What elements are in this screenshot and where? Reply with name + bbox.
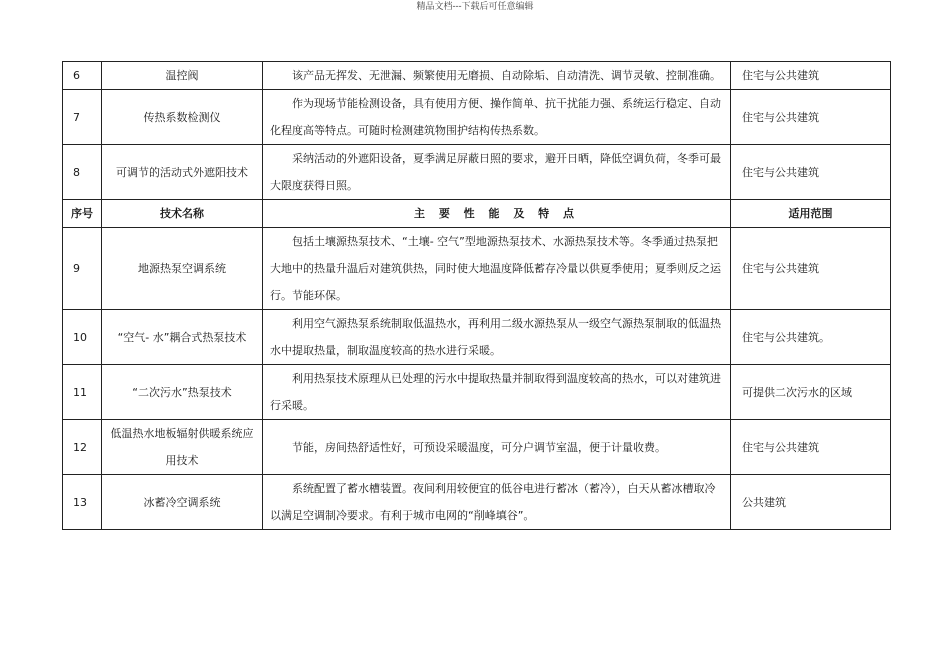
application-scope: 公共建筑: [731, 475, 891, 530]
row-number: 11: [63, 365, 102, 420]
technology-name: “二次污水”热泵技术: [102, 365, 263, 420]
column-header-number: 序号: [63, 200, 102, 228]
application-scope: 可提供二次污水的区域: [731, 365, 891, 420]
technology-description: 系统配置了蓄水槽装置。夜间利用较便宜的低谷电进行蓄冰（蓄冷），白天从蓄冰槽取冷以满足空调制冷要求。有利于城市电网的“削峰填谷”。: [263, 475, 731, 530]
technology-table: [62, 61, 891, 530]
row-number: 13: [63, 475, 102, 530]
technology-description: 包括土壤源热泵技术、“土壤- 空气”型地源热泵技术、水源热泵技术等。冬季通过热泵把大地中的热量升温后对建筑供热，同时使大地温度降低蓄存冷量以供夏季使用；夏季则反之运行。节能环保。: [263, 228, 731, 310]
row-number: 8: [63, 145, 102, 200]
technology-name: 传热系数检测仪: [102, 90, 263, 145]
technology-description: 利用热泵技术原理从已处理的污水中提取热量并制取得到温度较高的热水，可以对建筑进行采暖。: [263, 365, 731, 420]
application-scope: 住宅与公共建筑: [731, 90, 891, 145]
technology-description: 利用空气源热泵系统制取低温热水，再利用二级水源热泵从一级空气源热泵制取的低温热水中提取热量，制取温度较高的热水进行采暖。: [263, 310, 731, 365]
row-number: 6: [63, 62, 102, 90]
application-scope: 住宅与公共建筑。: [731, 310, 891, 365]
application-scope: 住宅与公共建筑: [731, 228, 891, 310]
row-number: 7: [63, 90, 102, 145]
table-row: [63, 228, 891, 310]
application-scope: 住宅与公共建筑: [731, 62, 891, 90]
table-row: [63, 62, 891, 90]
column-header-description: 主 要 性 能 及 特 点: [263, 200, 731, 228]
technology-description: 节能，房间热舒适性好，可预设采暖温度，可分户调节室温，便于计量收费。: [263, 420, 731, 475]
table-row: [63, 475, 891, 530]
table-row: [63, 365, 891, 420]
column-header-name: 技术名称: [102, 200, 263, 228]
table-row: [63, 145, 891, 200]
technology-name: 低温热水地板辐射供暖系统应用技术: [102, 420, 263, 475]
application-scope: 住宅与公共建筑: [731, 420, 891, 475]
row-number: 10: [63, 310, 102, 365]
technology-description: 采纳活动的外遮阳设备，夏季满足屏蔽日照的要求，避开日晒，降低空调负荷，冬季可最大限度获得日照。: [263, 145, 731, 200]
table-row: [63, 310, 891, 365]
technology-description: 该产品无挥发、无泄漏、频繁使用无磨损、自动除垢、自动清洗、调节灵敏、控制准确。: [263, 62, 731, 90]
application-scope: 住宅与公共建筑: [731, 145, 891, 200]
table-row: [63, 420, 891, 475]
technology-name: “空气- 水”耦合式热泵技术: [102, 310, 263, 365]
table-row: [63, 90, 891, 145]
page-header: 精品文档---下载后可任意编辑: [416, 2, 534, 12]
technology-name: 可调节的活动式外遮阳技术: [102, 145, 263, 200]
technology-name: 温控阀: [102, 62, 263, 90]
column-header-scope: 适用范围: [731, 200, 891, 228]
technology-description: 作为现场节能检测设备，具有使用方便、操作简单、抗干扰能力强、系统运行稳定、自动化程度高等特点。可随时检测建筑物围护结构传热系数。: [263, 90, 731, 145]
technology-name: 冰蓄冷空调系统: [102, 475, 263, 530]
row-number: 12: [63, 420, 102, 475]
row-number: 9: [63, 228, 102, 310]
table-header-row: [63, 200, 891, 228]
technology-name: 地源热泵空调系统: [102, 228, 263, 310]
